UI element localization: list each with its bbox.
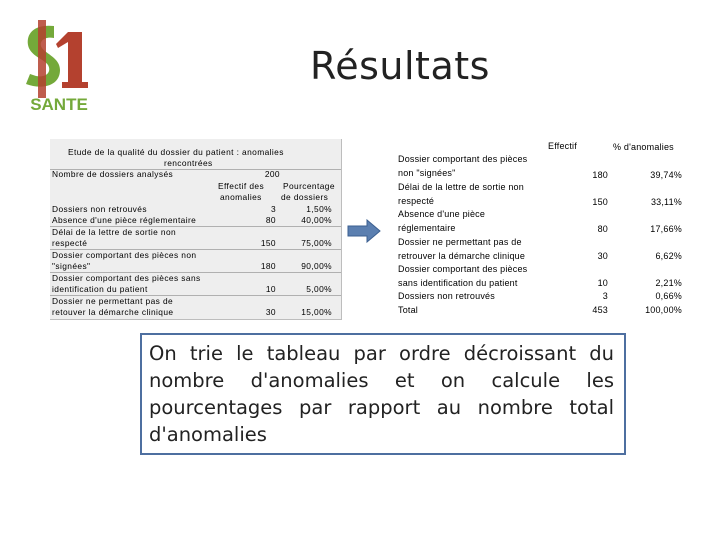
row-label: Dossier ne permettant pas de — [398, 237, 522, 247]
row-label: Absence d'une pièce — [398, 209, 486, 219]
row-label: non "signées" — [398, 168, 456, 178]
row-effectif: 80 — [597, 224, 608, 234]
explanation-textbox: On trie le tableau par ordre décroissant du nombre d'anomalies et on calcule les pourcentages par rapport au nombre total d'anomalies — [140, 333, 626, 455]
row-pct: 33,11% — [650, 197, 682, 207]
row-pct: 1,50% — [306, 204, 332, 214]
row-pct: 5,00% — [306, 284, 332, 294]
row-effectif: 10 — [265, 284, 276, 294]
row-label: Total — [398, 305, 419, 315]
row-effectif: 180 — [592, 170, 608, 180]
row-label: Dossiers non retrouvés — [52, 204, 147, 214]
dossiers-value: 200 — [264, 169, 280, 179]
logo-sante-text: SANTE — [30, 95, 88, 114]
total-effectif: 453 — [592, 305, 608, 315]
page-title: Résultats — [310, 44, 490, 88]
source-table — [50, 139, 342, 320]
row-pct: 17,66% — [650, 224, 682, 234]
row-pct: 40,00% — [301, 215, 332, 225]
row-effectif: 150 — [260, 238, 276, 248]
row-label: réglementaire — [398, 223, 456, 233]
col-header-effectif: Effectif — [548, 141, 577, 151]
row-label: identification du patient — [52, 284, 148, 294]
row-label: Dossier comportant des pièces — [398, 264, 528, 274]
row-effectif: 3 — [602, 291, 608, 301]
row-label: "signées" — [52, 261, 91, 271]
row-pct: 2,21% — [655, 278, 682, 288]
row-effectif: 80 — [265, 215, 276, 225]
row-label: Dossiers non retrouvés — [398, 291, 495, 301]
row-effectif: 30 — [265, 307, 276, 317]
table-caption-line2: rencontrées — [164, 158, 213, 168]
row-label: Délai de la lettre de sortie non — [52, 227, 177, 237]
row-label: Dossier comportant des pièces non — [52, 250, 197, 260]
total-pct: 100,00% — [645, 305, 682, 315]
col-header-pct: % d'anomalies — [613, 142, 674, 152]
row-label: Délai de la lettre de sortie non — [398, 182, 524, 192]
row-label: Dossier comportant des pièces — [398, 154, 528, 164]
row-effectif: 10 — [597, 278, 608, 288]
row-label: respecté — [52, 238, 88, 248]
right-arrow-icon — [347, 219, 381, 243]
row-pct: 39,74% — [650, 170, 682, 180]
col-pct-line1: Pourcentage — [283, 181, 335, 191]
row-effectif: 150 — [592, 197, 608, 207]
row-label: sans identification du patient — [398, 278, 518, 288]
row-label: Dossier ne permettant pas de — [52, 296, 174, 306]
dossiers-label: Nombre de dossiers analysés — [52, 169, 174, 179]
row-label: respecté — [398, 196, 435, 206]
row-effectif: 3 — [270, 204, 276, 214]
row-label: Absence d'une pièce réglementaire — [52, 215, 197, 225]
row-pct: 6,62% — [655, 251, 682, 261]
row-effectif: 180 — [260, 261, 276, 271]
table-caption-line1: Etude de la qualité du dossier du patient : anomalies — [68, 147, 284, 157]
row-label: retrouver la démarche clinique — [398, 251, 526, 261]
row-effectif: 30 — [597, 251, 608, 261]
col-effectif-line1: Effectif des — [218, 181, 265, 191]
row-pct: 90,00% — [301, 261, 332, 271]
row-label: Dossier comportant des pièces sans — [52, 273, 201, 283]
col-pct-line2: de dossiers — [281, 192, 329, 202]
row-pct: 75,00% — [301, 238, 332, 248]
row-pct: 15,00% — [301, 307, 332, 317]
row-pct: 0,66% — [655, 291, 682, 301]
col-effectif-line2: anomalies — [220, 192, 262, 202]
row-label: retouver la démarche clinique — [52, 307, 174, 317]
